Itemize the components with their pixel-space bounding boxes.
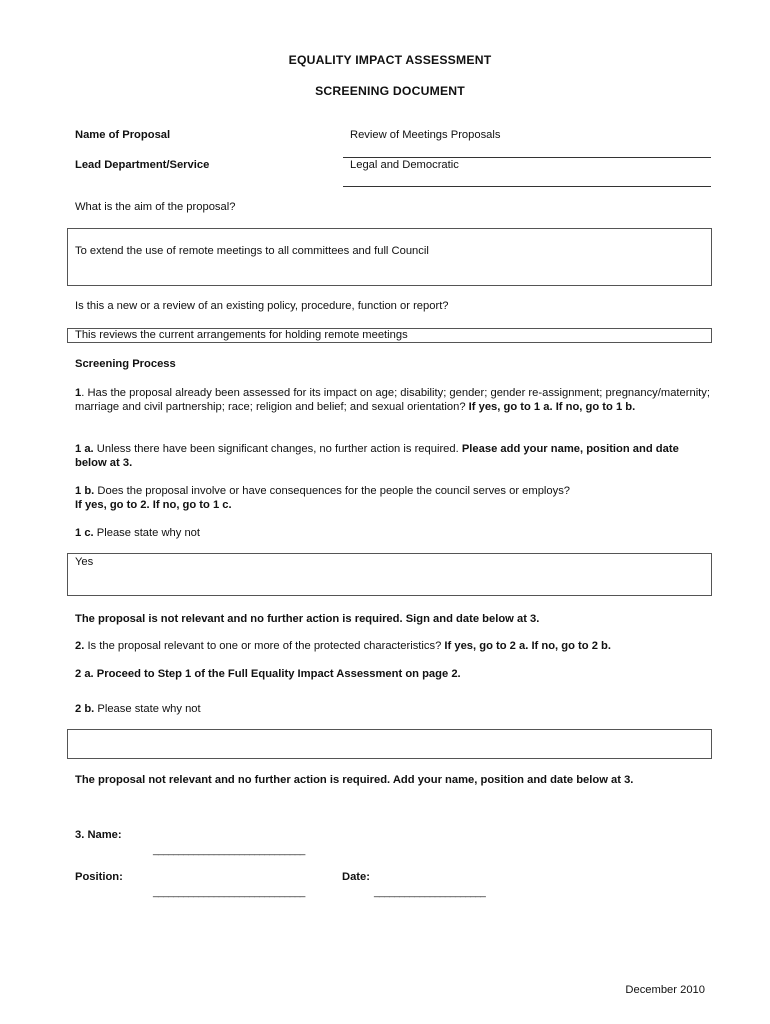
question-2b-answer-box xyxy=(67,729,712,759)
aim-question: What is the aim of the proposal? xyxy=(75,201,236,213)
department-underline xyxy=(343,186,711,187)
screening-heading: Screening Process xyxy=(75,358,176,370)
review-question: Is this a new or a review of an existing policy, procedure, function or report? xyxy=(75,300,449,312)
document-title: EQUALITY IMPACT ASSESSMENT xyxy=(288,53,492,67)
department-value: Legal and Democratic xyxy=(350,159,459,171)
date-signature-line: ______________________ xyxy=(374,887,486,898)
question-1-instruction: If yes, go to 1 a. If no, go to 1 b. xyxy=(468,401,636,413)
question-1a-instruction: Please add your name, position and date below at 3. xyxy=(75,443,679,469)
question-1-text: . Has the proposal already been assessed for its impact on age; disability; gender; gender re-assignment; pregnancy/maternity; marriage and civil partnership; race; religion and belief; and sexual orientation? xyxy=(75,387,710,413)
question-2-number: 2. xyxy=(75,640,85,652)
document-subtitle: SCREENING DOCUMENT xyxy=(315,84,465,98)
question-2b-text: Please state why not xyxy=(94,703,201,715)
question-1c-text: Please state why not xyxy=(93,527,201,539)
question-1c-number: 1 c. xyxy=(75,527,94,539)
question-2b xyxy=(75,702,710,716)
name-signature-line: ______________________________ xyxy=(153,845,305,856)
not-relevant-statement-2: The proposal not relevant and no further action is required. Add your name, position and date below at 3. xyxy=(75,774,634,786)
question-1-number: 1 xyxy=(75,387,82,399)
footer-date: December 2010 xyxy=(625,984,705,996)
question-1b xyxy=(75,484,710,512)
question-1b-text: Does the proposal involve or have consequences for the people the council serves or employs? xyxy=(94,485,571,497)
position-label: Position: xyxy=(75,871,123,883)
question-2-text: Is the proposal relevant to one or more of the protected characteristics? xyxy=(84,640,445,652)
question-1c-answer-box xyxy=(67,553,712,596)
question-1a xyxy=(75,442,710,470)
question-1a-number: 1 a. xyxy=(75,443,94,455)
date-label: Date: xyxy=(342,871,370,883)
question-1c xyxy=(75,526,710,540)
question-1c-answer: Yes xyxy=(75,556,94,568)
review-answer-box xyxy=(67,328,712,343)
not-relevant-statement-1: The proposal is not relevant and no further action is required. Sign and date below at 3. xyxy=(75,613,540,625)
department-label: Lead Department/Service xyxy=(75,159,210,171)
aim-answer: To extend the use of remote meetings to all committees and full Council xyxy=(75,245,429,257)
position-signature-line: ______________________________ xyxy=(153,887,305,898)
question-1b-number: 1 b. xyxy=(75,485,95,497)
question-2a: 2 a. Proceed to Step 1 of the Full Equality Impact Assessment on page 2. xyxy=(75,668,461,680)
question-1a-text: Unless there have been significant changes, no further action is required. xyxy=(93,443,462,455)
question-2-instruction: If yes, go to 2 a. If no, go to 2 b. xyxy=(444,640,611,652)
question-2b-number: 2 b. xyxy=(75,703,95,715)
proposal-name-value: Review of Meetings Proposals xyxy=(350,129,501,141)
aim-answer-box xyxy=(67,228,712,286)
question-1b-instruction: If yes, go to 2. If no, go to 1 c. xyxy=(75,499,232,511)
proposal-name-label: Name of Proposal xyxy=(75,129,171,141)
question-2 xyxy=(75,639,710,653)
review-answer: This reviews the current arrangements for holding remote meetings xyxy=(75,329,408,341)
question-1 xyxy=(75,386,710,414)
name-label: 3. Name: xyxy=(75,829,122,841)
proposal-name-underline xyxy=(343,157,711,158)
